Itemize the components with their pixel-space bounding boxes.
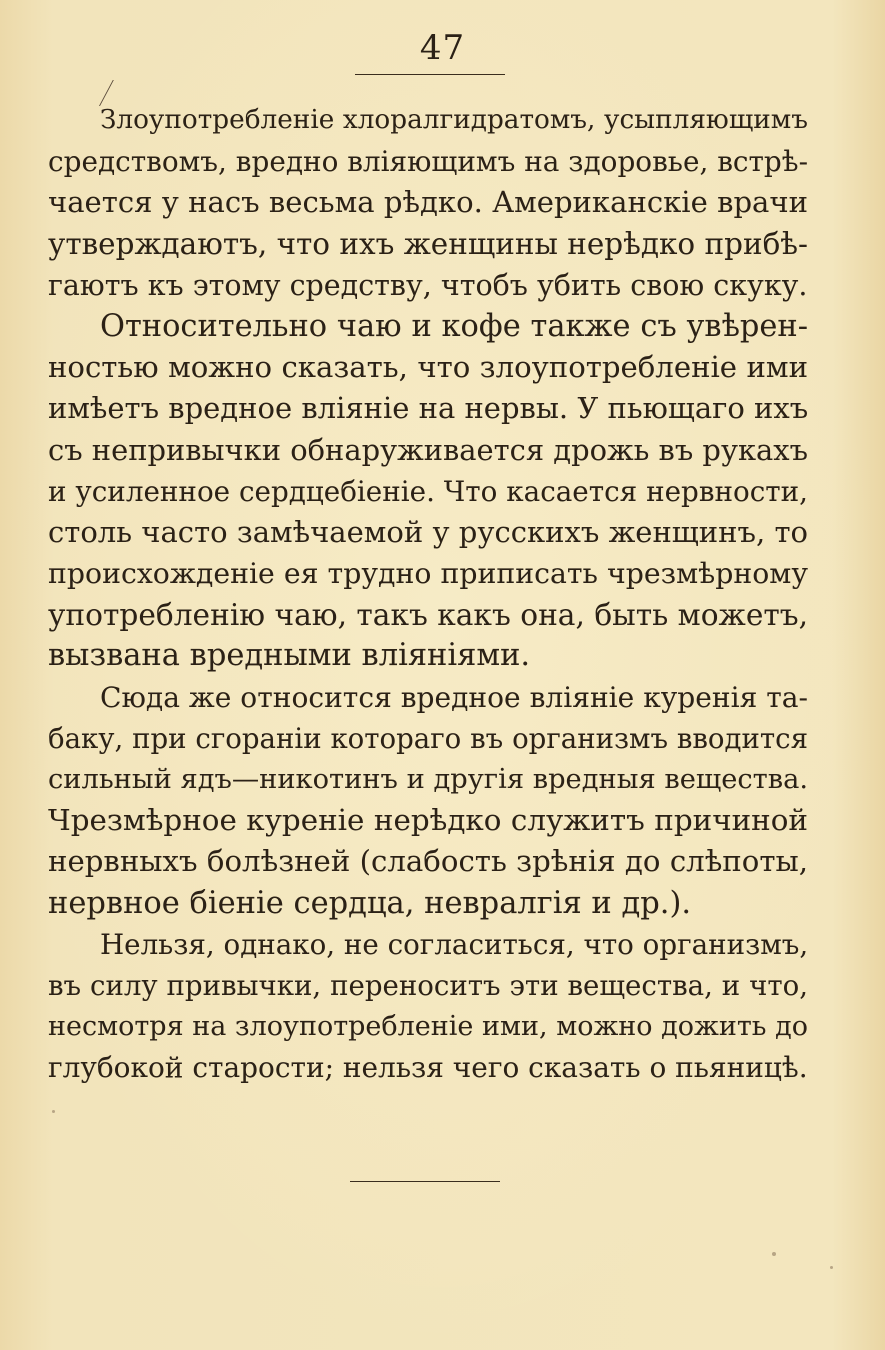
body-text: [48, 100, 808, 1089]
text-line: происхожденіе ея трудно приписать чрезмѣрному: [48, 557, 808, 591]
page-number: 47: [419, 28, 466, 68]
text-line: имѣетъ вредное вліяніе на нервы. У пьющаго ихъ: [48, 391, 809, 426]
text-line: Нельзя, однако, не согласиться, что организмъ,: [100, 927, 809, 961]
bottom-divider: [350, 1181, 500, 1182]
text-line: гаютъ къ этому средству, чтобъ убить свою скуку.: [48, 268, 808, 302]
text-line: чается у насъ весьма рѣдко. Американскіе врачи: [48, 185, 808, 220]
text-line: средствомъ, вредно вліяющимъ на здоровье, встрѣ-: [48, 145, 808, 179]
text-line: утверждаютъ, что ихъ женщины нерѣдко прибѣ-: [48, 226, 808, 261]
text-line: Злоупотребленіе хлоралгидратомъ, усыпляющимъ: [100, 105, 808, 135]
paper-speck: [52, 1110, 55, 1113]
text-line: вызвана вредными вліяніями.: [48, 638, 531, 674]
text-line: Относительно чаю и кофе также съ увѣрен-: [100, 308, 808, 344]
text-line: сильный ядъ—никотинъ и другія вредныя вещества.: [48, 764, 809, 795]
text-line: нервное біеніе сердца, невралгія и др.).: [48, 885, 692, 921]
text-line: несмотря на злоупотребленіе ими, можно дожить до: [48, 1011, 808, 1043]
text-line: съ непривычки обнаруживается дрожь въ рукахъ: [48, 432, 808, 467]
text-line: и усиленное сердцебіеніе. Что касается нервности,: [48, 474, 808, 508]
text-line: употребленію чаю, такъ какъ она, быть можетъ,: [48, 597, 808, 633]
text-line: ностью можно сказать, что злоупотребленіе ими: [48, 350, 808, 385]
paper-speck: [772, 1252, 776, 1256]
text-line: столь часто замѣчаемой у русскихъ женщинъ, то: [48, 514, 808, 549]
text-line: нервныхъ болѣзней (слабость зрѣнія до слѣпоты,: [48, 844, 808, 879]
top-divider: [355, 74, 505, 75]
text-line: глубокой старости; нельзя чего сказать о пьяницѣ.: [48, 1051, 808, 1085]
text-line: Чрезмѣрное куреніе нерѣдко служитъ причиной: [48, 803, 808, 838]
text-line: Сюда же относится вредное вліяніе куренія та-: [100, 680, 808, 714]
paper-speck: [830, 1266, 833, 1269]
text-line: баку, при сгораніи котораго въ организмъ вводится: [48, 721, 808, 755]
text-line: въ силу привычки, переноситъ эти вещества, и что,: [48, 968, 808, 1002]
